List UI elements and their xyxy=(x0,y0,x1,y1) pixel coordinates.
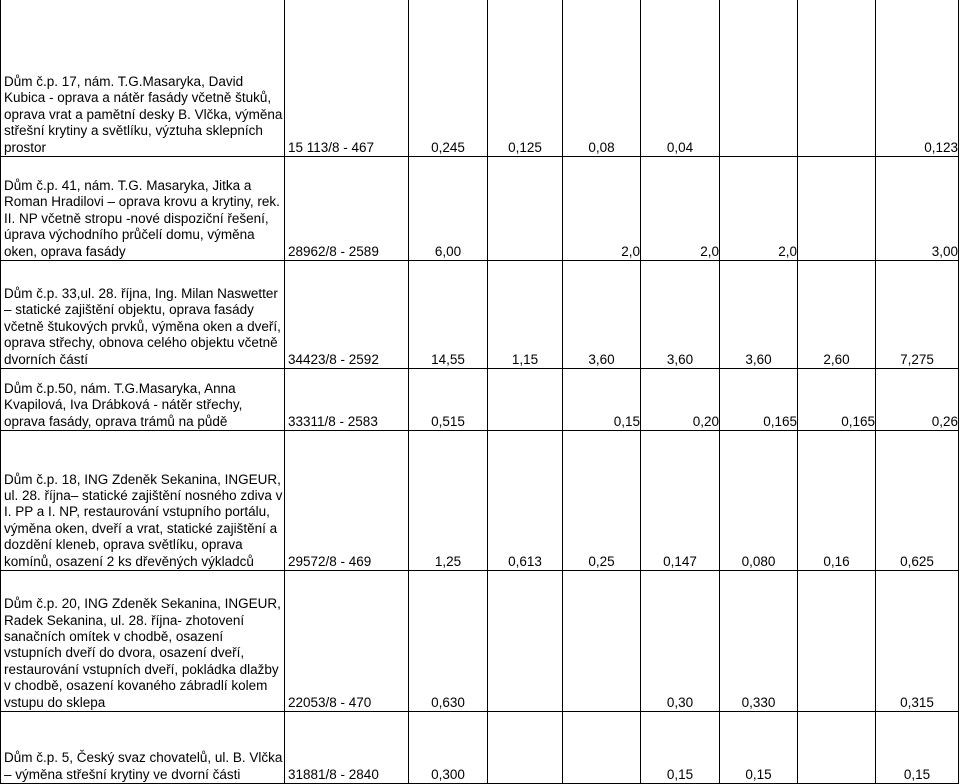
value-cell: 2,0 xyxy=(563,157,641,261)
value-cell: 0,630 xyxy=(409,571,488,712)
parcel-cell: 28962/8 - 2589 xyxy=(285,157,409,261)
value-cell: 0,613 xyxy=(488,431,563,571)
value-cell: 0,515 xyxy=(409,369,488,431)
value-cell: 7,275 xyxy=(876,261,959,369)
value-cell: 0,25 xyxy=(563,431,641,571)
value-cell xyxy=(563,712,641,784)
table-row xyxy=(1,571,959,712)
description-cell: Dům č.p. 33,ul. 28. října, Ing. Milan Naswetter – statické zajištění objektu, oprava fasády včetně štukových prvků, výměna oken a dveří, oprava střechy, obnova celého objektu včetně dvorních částí xyxy=(1,261,285,369)
value-cell xyxy=(488,369,563,431)
table-row xyxy=(1,431,959,571)
value-cell: 0,08 xyxy=(563,0,641,157)
value-cell: 3,60 xyxy=(720,261,798,369)
value-cell xyxy=(798,712,876,784)
value-cell xyxy=(798,157,876,261)
value-cell: 0,30 xyxy=(641,571,720,712)
value-cell: 0,315 xyxy=(876,571,959,712)
value-cell xyxy=(798,571,876,712)
description-cell: Dům č.p.50, nám. T.G.Masaryka, Anna Kvapilová, Iva Drábková - nátěr střechy, oprava fasády, oprava trámů na půdě xyxy=(1,369,285,431)
value-cell: 0,300 xyxy=(409,712,488,784)
parcel-cell: 29572/8 - 469 xyxy=(285,431,409,571)
value-cell xyxy=(563,571,641,712)
value-cell: 0,147 xyxy=(641,431,720,571)
value-cell: 0,165 xyxy=(798,369,876,431)
value-cell: 0,15 xyxy=(563,369,641,431)
parcel-cell: 33311/8 - 2583 xyxy=(285,369,409,431)
value-cell: 0,123 xyxy=(876,0,959,157)
value-cell: 0,16 xyxy=(798,431,876,571)
value-cell xyxy=(720,0,798,157)
value-cell: 3,60 xyxy=(563,261,641,369)
table-row xyxy=(1,712,959,784)
value-cell: 0,125 xyxy=(488,0,563,157)
value-cell xyxy=(488,712,563,784)
value-cell: 3,00 xyxy=(876,157,959,261)
value-cell: 0,04 xyxy=(641,0,720,157)
description-cell: Dům č.p. 41, nám. T.G. Masaryka, Jitka a Roman Hradilovi – oprava krovu a krytiny, rek. II. NP včetně stropu -nové dispoziční řešení, úprava východního průčelí domu, výměna oken, oprava fasády xyxy=(1,157,285,261)
value-cell: 0,26 xyxy=(876,369,959,431)
value-cell: 0,625 xyxy=(876,431,959,571)
value-cell: 0,080 xyxy=(720,431,798,571)
description-cell: Dům č.p. 18, ING Zdeněk Sekanina, INGEUR, ul. 28. října– statické zajištění nosného zdiva v I. PP a I. NP, restaurování vstupního portálu, výměna oken, dveří a vrat, statické zajištění a dozdění kleneb, oprava světlíku, oprava komínů, osazení 2 ks dřevěných výkladců xyxy=(1,431,285,571)
table-row xyxy=(1,261,959,369)
parcel-cell: 22053/8 - 470 xyxy=(285,571,409,712)
value-cell xyxy=(798,0,876,157)
value-cell: 0,330 xyxy=(720,571,798,712)
value-cell: 2,0 xyxy=(641,157,720,261)
value-cell: 1,25 xyxy=(409,431,488,571)
description-cell: Dům č.p. 17, nám. T.G.Masaryka, David Kubica - oprava a nátěr fasády včetně štuků, oprava vrat a pamětní desky B. Vlčka, výměna střešní krytiny a světlíku, výztuha sklepních prostor xyxy=(1,0,285,157)
parcel-cell: 15 113/8 - 467 xyxy=(285,0,409,157)
parcel-cell: 31881/8 - 2840 xyxy=(285,712,409,784)
value-cell xyxy=(488,157,563,261)
value-cell: 0,20 xyxy=(641,369,720,431)
description-cell: Dům č.p. 5, Český svaz chovatelů, ul. B. Vlčka – výměna střešní krytiny ve dvorní části xyxy=(1,712,285,784)
table-row xyxy=(1,157,959,261)
value-cell: 1,15 xyxy=(488,261,563,369)
table-row xyxy=(1,369,959,431)
value-cell: 6,00 xyxy=(409,157,488,261)
value-cell: 2,60 xyxy=(798,261,876,369)
value-cell: 0,245 xyxy=(409,0,488,157)
value-cell: 14,55 xyxy=(409,261,488,369)
table-row xyxy=(1,0,959,157)
parcel-cell: 34423/8 - 2592 xyxy=(285,261,409,369)
value-cell: 0,15 xyxy=(641,712,720,784)
value-cell: 0,15 xyxy=(720,712,798,784)
value-cell: 0,165 xyxy=(720,369,798,431)
description-cell: Dům č.p. 20, ING Zdeněk Sekanina, INGEUR, Radek Sekanina, ul. 28. října- zhotovení sanačních omítek v chodbě, osazení vstupních dveří do dvora, osazení dveří, restaurování vstupních dveří, pokládka dlažby v chodbě, osazení kovaného zábradlí kolem vstupu do sklepa xyxy=(1,571,285,712)
value-cell: 0,15 xyxy=(876,712,959,784)
value-cell xyxy=(488,571,563,712)
value-cell: 2,0 xyxy=(720,157,798,261)
value-cell: 3,60 xyxy=(641,261,720,369)
